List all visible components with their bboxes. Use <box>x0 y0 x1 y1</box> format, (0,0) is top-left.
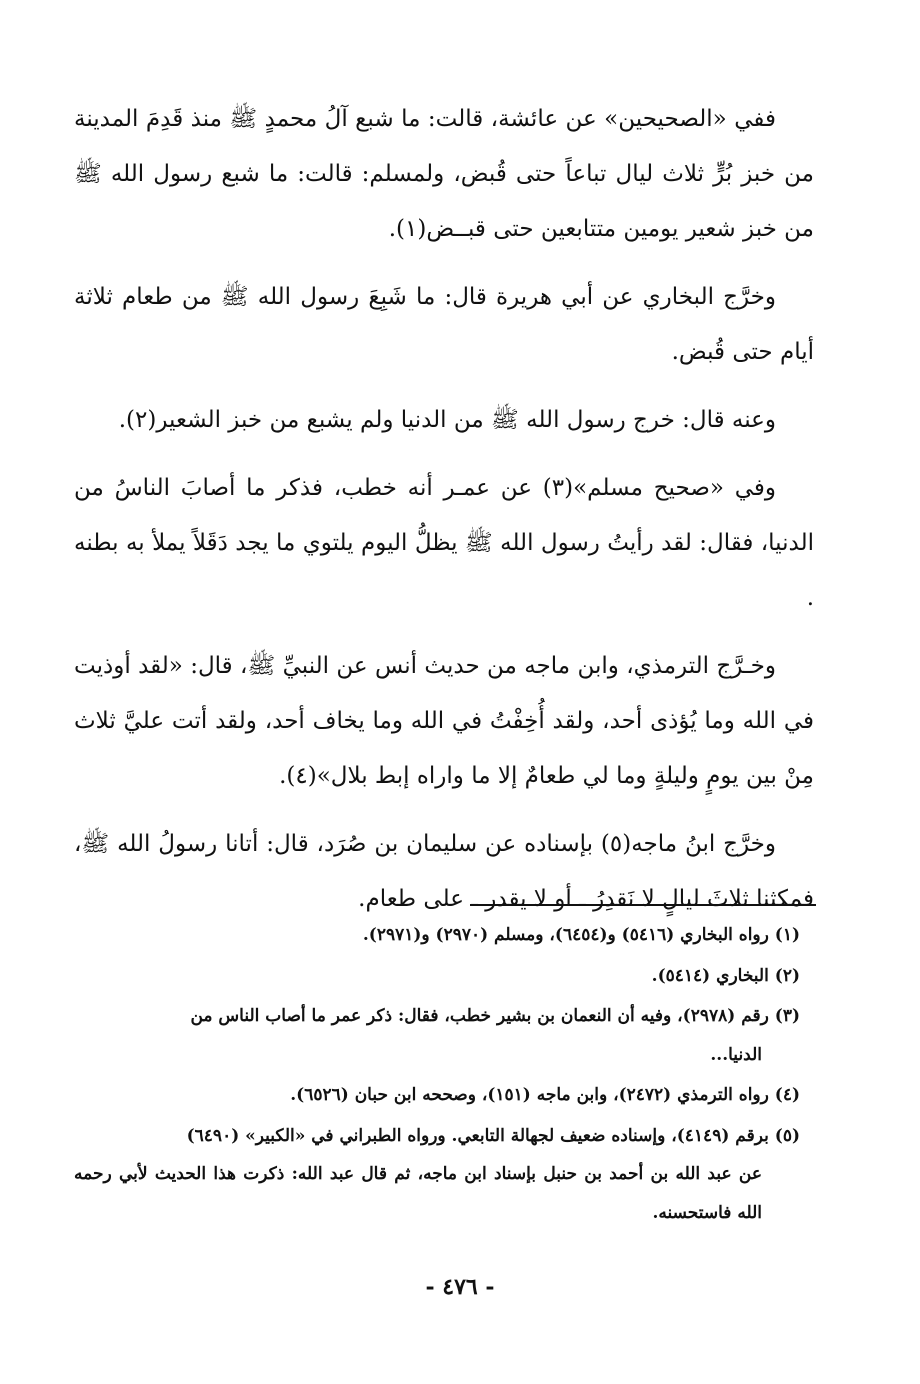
page-number: - ٤٧٦ - <box>425 1274 495 1300</box>
footnote-3-continuation: الدنيا... <box>710 1044 762 1065</box>
footnote-5-text: (٥) برقم (٤١٤٩)، وإسناده ضعيف لجهالة التابعي. ورواه الطبراني في «الكبير» (٦٤٩٠) <box>186 1125 800 1146</box>
footnote-4 <box>74 1076 800 1115</box>
footnote-5-continuation: عن عبد الله بن أحمد بن حنبل بإسناد ابن ماجه، ثم قال عبد الله: ذكرت هذا الحديث لأبي رحمه الله فاستحسنه. <box>74 1164 762 1223</box>
footnotes <box>74 916 800 1234</box>
main-text <box>74 92 814 940</box>
footnote-2 <box>74 957 800 996</box>
footnote-divider <box>470 904 816 906</box>
paragraph-5: وخـرَّج الترمذي، وابن ماجه من حديث أنس عن النبيِّ ﷺ، قال: «لقد أوذيت في الله وما يُؤذى أحد، ولقد أُخِفْتُ في الله وما يخاف أحد، ولقد أتت عليَّ ثلاث مِنْ بين يومٍ وليلةٍ وما لي طعامٌ إلا ما واراه إبط بلال»(٤). <box>74 653 814 789</box>
footnote-1-text: (١) رواه البخاري (٥٤١٦) و(٦٤٥٤)، ومسلم (٢٩٧٠) و(٢٩٧١). <box>362 925 800 945</box>
footnote-3 <box>74 997 800 1074</box>
paragraph-1: ففي «الصحيحين» عن عائشة، قالت: ما شبع آلُ محمدٍ ﷺ منذ قَدِمَ المدينة من خبز بُرٍّ ثلاث ليال تباعاً حتى قُبض، ولمسلم: قالت: ما شبع رسول الله ﷺ من خبز شعير يومين متتابعين حتى قبــض(١). <box>74 106 814 242</box>
footnote-1 <box>74 916 800 955</box>
footnote-4-text: (٤) رواه الترمذي (٢٤٧٢)، وابن ماجه (١٥١)، وصححه ابن حبان (٦٥٢٦). <box>290 1085 800 1105</box>
footnote-2-text: (٢) البخاري (٥٤١٤). <box>651 965 800 986</box>
paragraph-4: وفي «صحيح مسلم»(٣) عن عمـر أنه خطب، فذكر ما أصابَ الناسُ من الدنيا، فقال: لقد رأيتُ رسول الله ﷺ يظلُّ اليوم يلتوي ما يجد دَقَلاً يملأ به بطنه . <box>74 475 814 611</box>
paragraph-2: وخرَّج البخاري عن أبي هريرة قال: ما شَبِعَ رسول الله ﷺ من طعام ثلاثة أيام حتى قُبض. <box>74 284 814 365</box>
footnote-5 <box>74 1117 800 1233</box>
paragraph-3: وعنه قال: خرج رسول الله ﷺ من الدنيا ولم يشبع من خبز الشعير(٢). <box>118 407 776 433</box>
paragraph-6: وخرَّج ابنُ ماجه(٥) بإسناده عن سليمان بن صُرَد، قال: أتانا رسولُ الله ﷺ، فمكثنا ثلاثَ ليالٍ لا نَقدِرُ ـ أو لا يقدر ـ على طعام. <box>74 831 814 912</box>
footnote-3-text: (٣) رقم (٢٩٧٨)، وفيه أن النعمان بن بشير خطب، فقال: ذكر عمر ما أصاب الناس من <box>190 1006 800 1026</box>
